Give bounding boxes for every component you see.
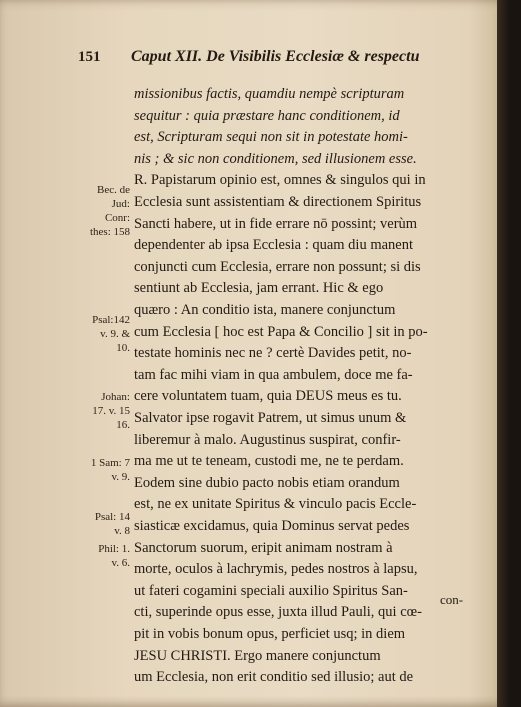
running-title: Caput XII. De Visibilis Ecclesiæ & respectu xyxy=(131,48,420,65)
text-line: est, Scripturam sequi non sit in potestate homi- xyxy=(134,129,408,146)
margin-note-line: 1 Sam: 7 xyxy=(90,457,130,469)
text-line: R. Papistarum opinio est, omnes & singulos qui in xyxy=(134,172,426,189)
text-line: ma me ut te teneam, custodi me, ne te perdam. xyxy=(134,453,404,470)
margin-note xyxy=(72,510,130,538)
text-line: ut fateri cogamini speciali auxilio Spiritus San- xyxy=(134,582,408,599)
text-line: um Ecclesia, non erit conditio sed illusio; aut de xyxy=(134,669,414,686)
text-line: dependenter ab ipsa Ecclesia : quam diu manent xyxy=(134,237,414,254)
text-line: sentiunt ab Ecclesia, jam errant. Hic & ego xyxy=(134,280,384,297)
text-line: nis ; & sic non conditionem, sed illusionem esse. xyxy=(134,150,417,167)
margin-note-line: Psal:142 xyxy=(92,314,130,326)
text-line: morte, oculos à lachrymis, pedes nostros à lapsu, xyxy=(134,561,418,578)
text-line: siasticæ excidamus, quia Dominus servat pedes xyxy=(134,518,410,534)
margin-note-line: Phil: 1. xyxy=(98,543,130,555)
text-line: missionibus factis, quamdiu nempè scripturam xyxy=(134,86,405,102)
text-line: cum Ecclesia [ hoc est Papa & Concilio ] sit in po- xyxy=(134,323,428,340)
margin-note-line: v. 9. xyxy=(111,471,130,483)
text-line: Ecclesia sunt assistentiam & directionem Spiritus xyxy=(134,194,422,210)
text-line: sequitur : quia præstare hanc conditionem, id xyxy=(134,107,400,124)
text-line: Sanctorum suorum, eripit animam nostram à xyxy=(134,539,393,556)
margin-note-line: 10. xyxy=(116,342,130,354)
text-line: tam fac mihi viam in qua ambulem, doce me fa- xyxy=(134,366,413,383)
margin-note xyxy=(72,456,130,484)
margin-note xyxy=(72,390,130,432)
margin-note-line: v. 8 xyxy=(114,525,130,537)
text-line: est, ne ex unitate Spiritus & vinculo pacis Eccle- xyxy=(134,496,417,513)
margin-note-line: Jud: xyxy=(111,198,130,210)
text-line: Salvator ipse rogavit Patrem, ut simus unum & xyxy=(134,410,407,426)
margin-note xyxy=(72,183,130,239)
margin-note-line: thes: 158 xyxy=(89,226,130,238)
text-line: cere voluntatem tuam, quia DEUS meus es tu. xyxy=(134,388,402,405)
page-number: 151 xyxy=(78,49,101,65)
margin-note xyxy=(72,313,130,355)
margin-note-line: v. 9. & xyxy=(100,328,130,340)
text-line: liberemur à malo. Augustinus suspirat, confir- xyxy=(134,431,401,448)
text-line: Eodem sine dubio pacto nobis etiam orandum xyxy=(134,474,400,491)
text-line: quæro : An conditio ista, manere conjunctum xyxy=(134,302,396,318)
page-edge xyxy=(497,0,509,707)
text-line: JESU CHRISTI. Ergo manere conjunctum xyxy=(134,647,381,664)
catchword: con- xyxy=(440,592,464,607)
margin-note-line: Psal: 14 xyxy=(94,511,130,523)
text-line: Sancti habere, ut in fide errare nō possint; verùm xyxy=(134,215,418,232)
margin-note xyxy=(72,542,130,570)
margin-note-line: Johan: xyxy=(101,391,130,403)
text-line: cti, superinde opus esse, juxta illud Pauli, qui cœ- xyxy=(134,604,422,621)
margin-note-line: v. 6. xyxy=(111,557,130,569)
margin-note-line: Conr: xyxy=(104,212,130,224)
page-header xyxy=(78,44,482,74)
text-line: pit in vobis bonum opus, perficiet usq; in diem xyxy=(134,626,406,642)
margin-note-line: 16. xyxy=(116,419,130,431)
text-line: testate hominis nec ne ? certè Davides petit, no- xyxy=(134,345,412,362)
margin-note-line: Bec. de xyxy=(97,184,130,196)
text-line: conjuncti cum Ecclesia, errare non possunt; si dis xyxy=(134,258,421,275)
margin-note-line: 17. v. 15 xyxy=(92,405,130,417)
